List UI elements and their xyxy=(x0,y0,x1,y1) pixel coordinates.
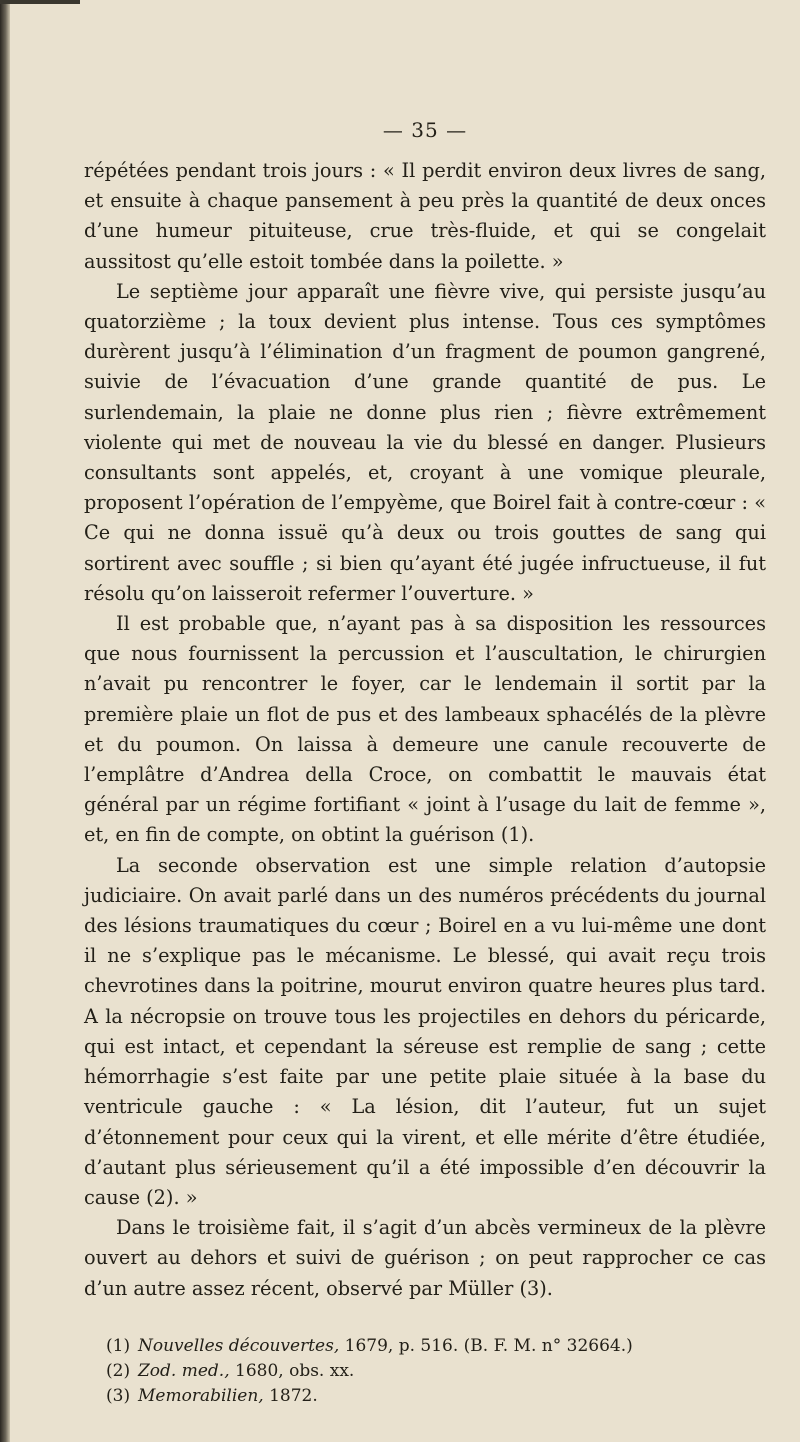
footnote-marker: (2) xyxy=(106,1360,131,1381)
footnote-marker: (1) xyxy=(106,1335,131,1356)
footnotes xyxy=(84,1334,766,1409)
paragraph: La seconde observation est une simple relation d’autopsie judiciaire. On avait parlé dans un des numéros précédents du journal des lésions traumatiques du cœur ; Boirel en a vu lui-même une dont il ne s’explique pas le mécanisme. Le blessé, qui avait reçu trois chevrotines dans la poitrine, mourut environ quatre heures plus tard. A la nécropsie on trouve tous les projectiles en dehors du péricarde, qui est intact, et cependant la séreuse est remplie de sang ; cette hémorrhagie s’est faite par une petite plaie située à la base du ventricule gauche : « La lésion, dit l’auteur, fut un sujet d’étonnement pour ceux qui la virent, et elle mérite d’être étudiée, d’autant plus sérieusement qu’il a été impossible d’en découvrir la cause (2). » xyxy=(84,853,766,1209)
body-text xyxy=(84,156,766,1304)
book-page xyxy=(84,118,766,1409)
paragraph-continued: répétées pendant trois jours : « Il perdit environ deux livres de sang, et ensuite à chaque pansement à peu près la quantité de deux onces d’une humeur pituiteuse, crue très-fluide, et qui se congelait aussitost qu’elle estoit tombée dans la poilette. » xyxy=(84,159,766,273)
page-number: — 35 — xyxy=(382,118,468,142)
footnote-marker: (3) xyxy=(106,1385,131,1406)
paragraph: Le septième jour apparaît une fièvre vive, qui persiste jusqu’au quatorzième ; la toux devient plus intense. Tous ces symptômes durèrent jusqu’à l’élimination d’un fragment de poumon gangrené, suivie de l’évacuation d’une grande quantité de pus. Le surlendemain, la plaie ne donne plus rien ; fièvre extrêmement violente qui met de nouveau la vie du blessé en danger. Plusieurs consultants sont appelés, et, croyant à une vomique pleurale, proposent l’opération de l’empyème, que Boirel fait à contre-cœur : « Ce qui ne donna issuë qu’à deux ou trois gouttes de sang qui sortirent avec souffle ; si bien qu’ayant été jugée infructueuse, il fut résolu qu’on laisseroit refermer l’ouverture. » xyxy=(84,279,766,605)
footnote-details: 1872. xyxy=(263,1385,318,1406)
page-top-edge xyxy=(0,0,80,4)
footnote-work-title: Memorabilien, xyxy=(138,1385,264,1406)
footnote-2 xyxy=(84,1359,766,1384)
book-spine-shadow xyxy=(0,0,10,1442)
footnote-work-title: Nouvelles découvertes, xyxy=(138,1335,340,1356)
footnote-3 xyxy=(84,1384,766,1409)
paragraph: Il est probable que, n’ayant pas à sa disposition les ressources que nous fournissent la percussion et l’auscultation, le chirurgien n’avait pu rencontrer le foyer, car le lendemain il sortit par la première plaie un flot de pus et des lambeaux sphacélés de la plèvre et du poumon. On laissa à demeure une canule recouverte de l’emplâtre d’Andrea della Croce, on combattit le mauvais état général par un régime fortifiant « joint à l’usage du lait de femme », et, en fin de compte, on obtint la guérison (1). xyxy=(84,612,766,847)
footnote-details: 1679, p. 516. (B. F. M. n° 32664.) xyxy=(339,1335,633,1356)
footnote-1 xyxy=(84,1334,766,1359)
footnote-work-title: Zod. med., xyxy=(138,1360,230,1381)
paragraph: Dans le troisième fait, il s’agit d’un abcès vermineux de la plèvre ouvert au dehors et suivi de guérison ; on peut rapprocher ce cas d’un autre assez récent, observé par Müller (3). xyxy=(84,1216,766,1300)
footnote-details: 1680, obs. xx. xyxy=(229,1360,355,1381)
